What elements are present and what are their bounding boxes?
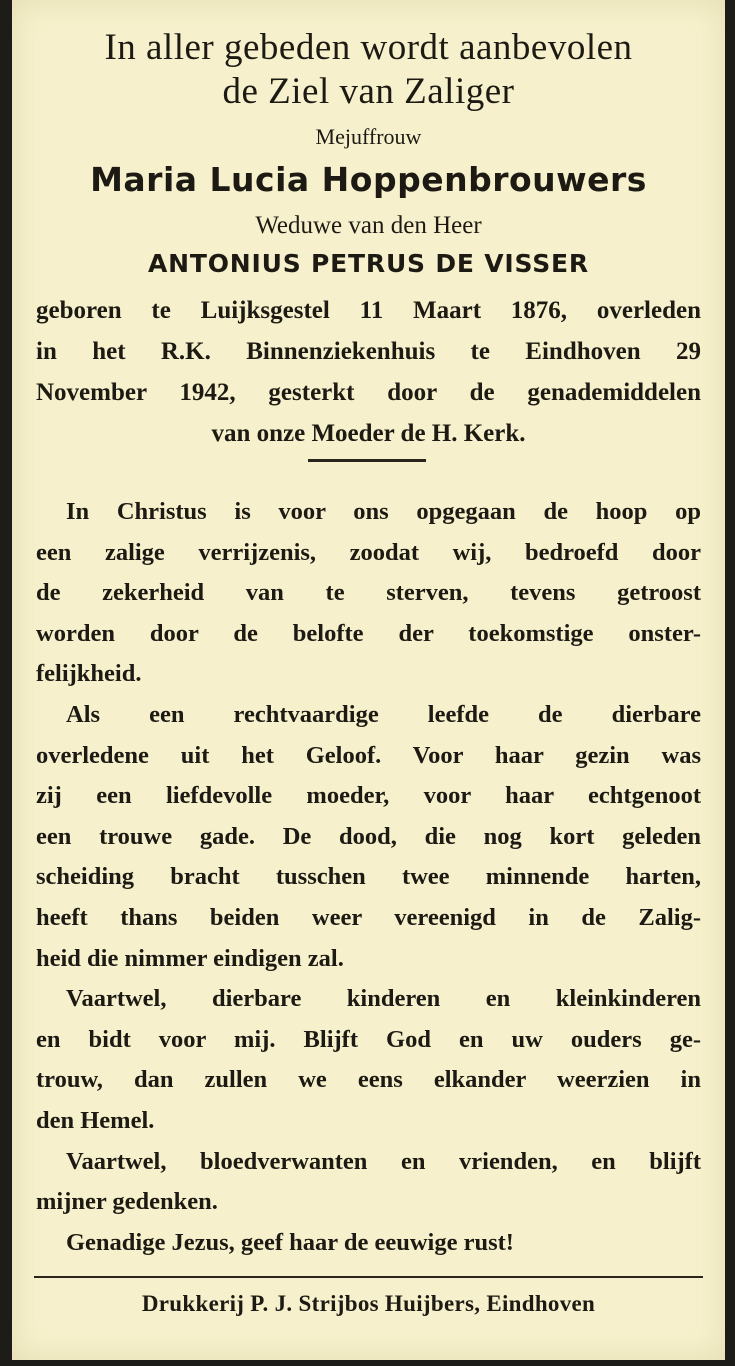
paragraph (36, 492, 701, 695)
memorial-card (12, 0, 725, 1360)
paragraph (36, 1223, 701, 1264)
biography-line: in het R.K. Binnenziekenhuis te Eindhoven 29 (36, 338, 701, 365)
intro-line-1: In aller gebeden wordt aanbevolen (104, 27, 633, 68)
biography-line: geboren te Luijksgestel 11 Maart 1876, overleden (36, 297, 701, 324)
paragraph-line: zij een liefdevolle moeder, voor haar echtgenoot (36, 782, 701, 810)
paragraph-line: felijkheid. (36, 660, 142, 688)
paragraph-line: en bidt voor mij. Blijft God en uw ouders ge- (36, 1025, 701, 1053)
honorific-title: Mejuffrouw (315, 124, 422, 149)
biography-line: November 1942, gesterkt door de genademiddelen (36, 379, 701, 406)
paragraph-line: Als een rechtvaardige leefde de dierbare (66, 700, 701, 728)
paragraph-line: Vaartwel, dierbare kinderen en kleinkinderen (66, 985, 701, 1013)
paragraph-line: mijner gedenken. (36, 1188, 218, 1216)
printer-credit: Drukkerij P. J. Strijbos Huijbers, Eindhoven (141, 1291, 596, 1316)
paragraph-line: worden door de belofte der toekomstige onster- (36, 619, 701, 647)
paragraph (36, 1142, 701, 1223)
paragraph-line: een zalige verrijzenis, zoodat wij, bedroefd door (36, 538, 701, 566)
footer-divider (34, 1276, 703, 1278)
paragraph-line: trouw, dan zullen we eens elkander weerzien in (36, 1066, 701, 1094)
paragraph-line: heeft thans beiden weer vereenigd in de Zalig- (36, 903, 701, 931)
intro-line-2: de Ziel van Zaliger (222, 71, 515, 112)
paragraph-line: den Hemel. (36, 1106, 155, 1134)
paragraph (36, 979, 701, 1141)
widow-of-label: Weduwe van den Heer (255, 212, 482, 239)
paragraph-line: overledene uit het Geloof. Voor haar gezin was (36, 741, 701, 769)
paragraph-line: In Christus is voor ons opgegaan de hoop op (66, 498, 701, 525)
paragraph-line: scheiding bracht tusschen twee minnende harten, (36, 863, 701, 891)
biography-block (36, 290, 701, 454)
paragraph-line: heid die nimmer eindigen zal. (36, 944, 344, 972)
husband-name: ANTONIUS PETRUS DE VISSER (148, 249, 589, 278)
paragraph-line: de zekerheid van te sterven, tevens getroost (36, 579, 701, 607)
biography-line: van onze Moeder de H. Kerk. (211, 420, 526, 447)
paragraph-line: een trouwe gade. De dood, die nog kort geleden (36, 822, 701, 850)
paragraph-line: Genadige Jezus, geef haar de eeuwige rust! (66, 1228, 514, 1256)
paragraph-line: Vaartwel, bloedverwanten en vrienden, en blijft (66, 1147, 701, 1175)
prayer-text (36, 492, 701, 1263)
deceased-name: Maria Lucia Hoppenbrouwers (90, 160, 647, 199)
short-divider (308, 459, 426, 462)
paragraph (36, 695, 701, 979)
